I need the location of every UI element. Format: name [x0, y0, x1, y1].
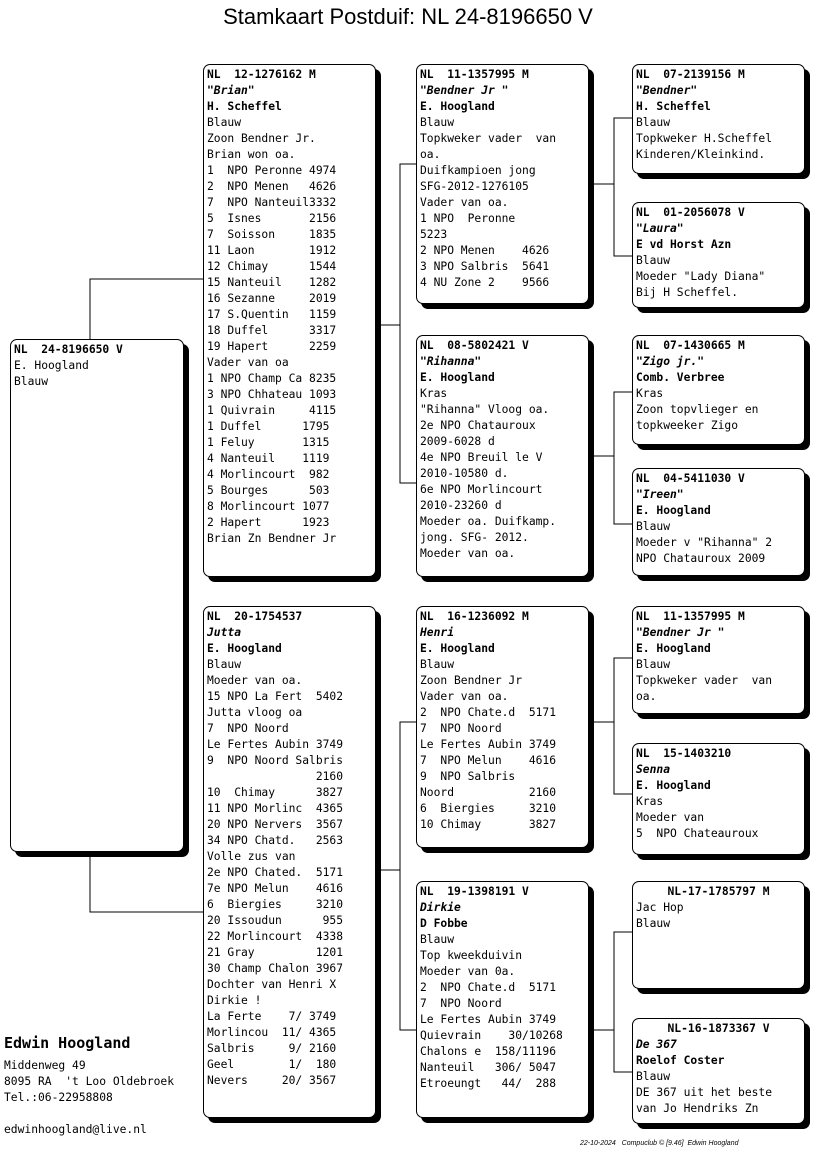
- card-line: 30 Champ Chalon 3967: [207, 962, 344, 975]
- card-line: Blauw: [636, 1070, 671, 1083]
- pigeon-name: Senna: [636, 763, 671, 776]
- great-grandparent-card: [632, 64, 805, 174]
- ring-number: NL 19-1398191 V: [420, 885, 529, 898]
- card-line: 2010-23260 d: [420, 499, 502, 512]
- breeder-name: E. Hoogland: [636, 779, 711, 792]
- card-line: NPO Chatauroux 2009: [636, 552, 766, 565]
- card-line: Kinderen/Kleinkind.: [636, 148, 766, 161]
- card-line: oa.: [420, 148, 441, 161]
- card-line: 1 NPO Peronne: [420, 212, 516, 225]
- card-line: Blauw: [636, 658, 671, 671]
- ring-number: NL 24-8196650 V: [14, 343, 123, 356]
- ring-number: NL 12-1276162 M: [207, 68, 316, 81]
- ring-number: NL 15-1403210: [636, 747, 732, 760]
- card-line: 1 Feluy 1315: [207, 436, 330, 449]
- card-line: 6 Biergies 3210: [207, 898, 344, 911]
- card-line: Blauw: [207, 658, 242, 671]
- card-line: 9 NPO Noord Salbris: [207, 754, 344, 767]
- card-line: 2 NPO Menen 4626: [207, 180, 337, 193]
- card-line: Blauw: [420, 658, 455, 671]
- card-line: 7 NPO Melun 4616: [420, 754, 557, 767]
- card-line: Blauw: [207, 116, 242, 129]
- card-line: 1 Duffel 1795: [207, 420, 330, 433]
- card-line: Vader van oa.: [420, 196, 509, 209]
- card-line: Zoon Bendner Jr: [420, 674, 523, 687]
- breeder-name: E vd Horst Azn: [636, 238, 732, 251]
- ring-number: NL 04-5411030 V: [636, 472, 745, 485]
- card-line: Topkweker vader van: [420, 132, 557, 145]
- owner-phone: Tel.:06-22958808: [4, 1091, 113, 1104]
- card-line: 7 NPO Noord: [420, 997, 502, 1010]
- card-line: Blauw: [636, 116, 671, 129]
- breeder-name: Comb. Verbree: [636, 371, 725, 384]
- card-line: Volle zus van: [207, 850, 296, 863]
- pigeon-name: "Bendner Jr ": [420, 84, 509, 97]
- breeder-name: E. Hoogland: [636, 642, 711, 655]
- card-line: 1 NPO Champ Ca 8235: [207, 372, 337, 385]
- ring-number: NL 07-2139156 M: [636, 68, 745, 81]
- subject-card: [10, 339, 184, 852]
- card-line: 11 NPO Morlinc 4365: [207, 802, 344, 815]
- pigeon-name: Jutta: [207, 626, 242, 639]
- card-line: Nevers 20/ 3567: [207, 1074, 337, 1087]
- card-line: Le Fertes Aubin 3749: [420, 738, 557, 751]
- card-line: Brian won oa.: [207, 148, 296, 161]
- great-grandparent-card: [632, 202, 805, 308]
- card-line: Le Fertes Aubin 3749: [420, 1013, 557, 1026]
- grandmother-paternal-card: [416, 335, 589, 577]
- card-line: 2160: [207, 770, 344, 783]
- card-line: 2 NPO Chate.d 5171: [420, 706, 557, 719]
- card-line: Geel 1/ 180: [207, 1058, 337, 1071]
- card-line: Vader van oa.: [420, 690, 509, 703]
- pigeon-name: De 367: [636, 1038, 677, 1051]
- breeder-name: Roelof Coster: [636, 1054, 725, 1067]
- card-line: Jutta vloog oa: [207, 706, 303, 719]
- pigeon-name: "Bendner": [636, 84, 698, 97]
- owner-city: 8095 RA 't Loo Oldebroek: [4, 1075, 175, 1088]
- card-line: Blauw: [636, 254, 671, 267]
- great-grandparent-card: [632, 743, 805, 855]
- card-line: 10 Chimay 3827: [207, 786, 344, 799]
- great-grandparent-card: [632, 335, 805, 445]
- card-line: Jac Hop: [636, 901, 684, 914]
- card-line: Blauw: [420, 933, 455, 946]
- grandfather-maternal-card: [416, 606, 589, 848]
- card-line: 8 Morlincourt 1077: [207, 500, 330, 513]
- card-line: 4 Morlincourt 982: [207, 468, 330, 481]
- pigeon-name: "Rihanna": [420, 355, 482, 368]
- card-line: Topkweker H.Scheffel: [636, 132, 773, 145]
- card-line: SFG-2012-1276105: [420, 180, 529, 193]
- card-line: topkweeker Zigo: [636, 419, 739, 432]
- card-line: Moeder van oa.: [420, 547, 516, 560]
- card-line: Kras: [420, 387, 448, 400]
- card-line: 20 Issoudun 955: [207, 914, 344, 927]
- card-line: La Ferte 7/ 3749: [207, 1010, 337, 1023]
- card-line: Dochter van Henri X: [207, 978, 337, 991]
- card-line: Bij H Scheffel.: [636, 286, 739, 299]
- card-line: "Rihanna" Vloog oa.: [420, 403, 550, 416]
- card-line: Top kweekduivin: [420, 949, 523, 962]
- pigeon-name: "Zigo jr.": [636, 355, 705, 368]
- pigeon-name: "Ireen": [636, 488, 684, 501]
- card-line: 20 NPO Nervers 3567: [207, 818, 344, 831]
- card-line: 5 Isnes 2156: [207, 212, 337, 225]
- card-line: 2009-6028 d: [420, 435, 495, 448]
- card-line: Kras: [636, 387, 664, 400]
- owner-street: Middenweg 49: [4, 1059, 86, 1072]
- card-line: 2e NPO Chatauroux: [420, 419, 536, 432]
- card-line: 15 Nanteuil 1282: [207, 276, 337, 289]
- breeder-name: E. Hoogland: [420, 100, 495, 113]
- card-line: jong. SFG- 2012.: [420, 531, 529, 544]
- card-line: Moeder van oa.: [207, 674, 303, 687]
- card-line: 7 NPO Nanteuil3332: [207, 196, 337, 209]
- great-grandparent-card: [632, 1018, 805, 1124]
- card-line: 1 NPO Peronne 4974: [207, 164, 337, 177]
- card-line: 7e NPO Melun 4616: [207, 882, 344, 895]
- card-line: Vader van oa: [207, 356, 289, 369]
- ring-number: NL 11-1357995 M: [420, 68, 529, 81]
- owner-email: edwinhoogland@live.nl: [4, 1123, 147, 1136]
- card-line: 7 Soisson 1835: [207, 228, 337, 241]
- page-title: Stamkaart Postduif: NL 24-8196650 V: [223, 4, 593, 29]
- great-grandparent-card: [632, 881, 805, 989]
- breeder-name: E. Hoogland: [207, 642, 282, 655]
- card-line: Duifkampioen jong: [420, 164, 536, 177]
- ring-number: NL 16-1236092 M: [420, 610, 529, 623]
- breeder-name: D Fobbe: [420, 917, 468, 930]
- card-line: 9 NPO Salbris: [420, 770, 516, 783]
- card-line: Topkweker vader van: [636, 674, 773, 687]
- print-footer: 22-10-2024 Compuclub © [9.46] Edwin Hoogland: [580, 1140, 739, 1147]
- ring-number: NL 20-1754537: [207, 610, 303, 623]
- card-line: Quievrain 30/10268: [420, 1029, 563, 1042]
- card-line: 11 Laon 1912: [207, 244, 337, 257]
- grandmother-maternal-card: [416, 881, 589, 1118]
- card-line: Zoon Bendner Jr.: [207, 132, 316, 145]
- owner-name: Edwin Hoogland: [4, 1034, 131, 1052]
- card-line: Kras: [636, 795, 664, 808]
- card-line: Salbris 9/ 2160: [207, 1042, 337, 1055]
- grandfather-paternal-card: [416, 64, 589, 304]
- breeder-name: H. Scheffel: [636, 100, 711, 113]
- card-line: 7 NPO Noord: [207, 722, 289, 735]
- great-grandparent-card: [632, 468, 805, 576]
- card-line: 5 NPO Chateauroux: [636, 827, 759, 840]
- card-line: 22 Morlincourt 4338: [207, 930, 344, 943]
- card-line: Blauw: [420, 116, 455, 129]
- card-line: 10 Chimay 3827: [420, 818, 557, 831]
- card-line: 5 Bourges 503: [207, 484, 330, 497]
- card-line: Moeder "Lady Diana": [636, 270, 766, 283]
- card-line: 15 NPO La Fert 5402: [207, 690, 344, 703]
- card-line: 19 Hapert 2259: [207, 340, 337, 353]
- card-line: Morlincou 11/ 4365: [207, 1026, 337, 1039]
- card-line: 2 NPO Chate.d 5171: [420, 981, 557, 994]
- card-line: Blauw: [636, 520, 671, 533]
- pigeon-name: "Brian": [207, 84, 255, 97]
- card-line: 2e NPO Chated. 5171: [207, 866, 344, 879]
- card-line: 3 NPO Salbris 5641: [420, 260, 550, 273]
- card-line: Brian Zn Bendner Jr: [207, 532, 337, 545]
- card-line: 3 NPO Chhateau 1093: [207, 388, 337, 401]
- great-grandparent-card: [632, 606, 805, 714]
- card-line: 4 Nanteuil 1119: [207, 452, 330, 465]
- card-line: 2 Hapert 1923: [207, 516, 330, 529]
- card-line: Le Fertes Aubin 3749: [207, 738, 344, 751]
- card-line: Chalons e 158/11196: [420, 1045, 557, 1058]
- card-line: 4e NPO Breuil le V: [420, 451, 543, 464]
- card-line: 16 Sezanne 2019: [207, 292, 337, 305]
- breeder-name: H. Scheffel: [207, 100, 282, 113]
- card-line: Nanteuil 306/ 5047: [420, 1061, 557, 1074]
- card-line: 7 NPO Noord: [420, 722, 502, 735]
- card-line: Etroeungt 44/ 288: [420, 1077, 557, 1090]
- card-line: 6 Biergies 3210: [420, 802, 557, 815]
- card-line: oa.: [636, 690, 657, 703]
- card-line: Blauw: [14, 375, 49, 388]
- pigeon-name: Dirkie: [420, 901, 461, 914]
- card-line: Moeder van 0a.: [420, 965, 516, 978]
- card-line: Blauw: [636, 917, 671, 930]
- card-line: Zoon topvlieger en: [636, 403, 759, 416]
- breeder-name: E. Hoogland: [420, 371, 495, 384]
- card-line: 2010-10580 d.: [420, 467, 509, 480]
- card-line: 12 Chimay 1544: [207, 260, 337, 273]
- card-line: 21 Gray 1201: [207, 946, 344, 959]
- card-line: 1 Quivrain 4115: [207, 404, 337, 417]
- breeder-name: E. Hoogland: [636, 504, 711, 517]
- card-line: 17 S.Quentin 1159: [207, 308, 337, 321]
- card-line: Moeder van: [636, 811, 705, 824]
- card-line: 6e NPO Morlincourt: [420, 483, 543, 496]
- ring-number: NL 08-5802421 V: [420, 339, 529, 352]
- ring-number: NL-16-1873367 V: [667, 1022, 770, 1035]
- card-line: 5223: [420, 228, 448, 241]
- card-line: E. Hoogland: [14, 359, 89, 372]
- ring-number: NL 07-1430665 M: [636, 339, 745, 352]
- pigeon-name: Henri: [420, 626, 455, 639]
- card-line: Moeder oa. Duifkamp.: [420, 515, 557, 528]
- breeder-name: E. Hoogland: [420, 642, 495, 655]
- card-line: Noord 2160: [420, 786, 557, 799]
- card-line: Dirkie !: [207, 994, 262, 1007]
- card-line: van Jo Hendriks Zn: [636, 1102, 759, 1115]
- card-line: 2 NPO Menen 4626: [420, 244, 550, 257]
- card-line: DE 367 uit het beste: [636, 1086, 773, 1099]
- card-line: Moeder v "Rihanna" 2: [636, 536, 773, 549]
- card-line: 4 NU Zone 2 9566: [420, 276, 550, 289]
- ring-number: NL 01-2056078 V: [636, 206, 745, 219]
- pigeon-name: "Laura": [636, 222, 684, 235]
- mother-card: [203, 606, 376, 1118]
- card-line: 34 NPO Chatd. 2563: [207, 834, 344, 847]
- ring-number: NL 11-1357995 M: [636, 610, 745, 623]
- ring-number: NL-17-1785797 M: [667, 885, 770, 898]
- card-line: 18 Duffel 3317: [207, 324, 337, 337]
- pigeon-name: "Bendner Jr ": [636, 626, 725, 639]
- father-card: [203, 64, 376, 577]
